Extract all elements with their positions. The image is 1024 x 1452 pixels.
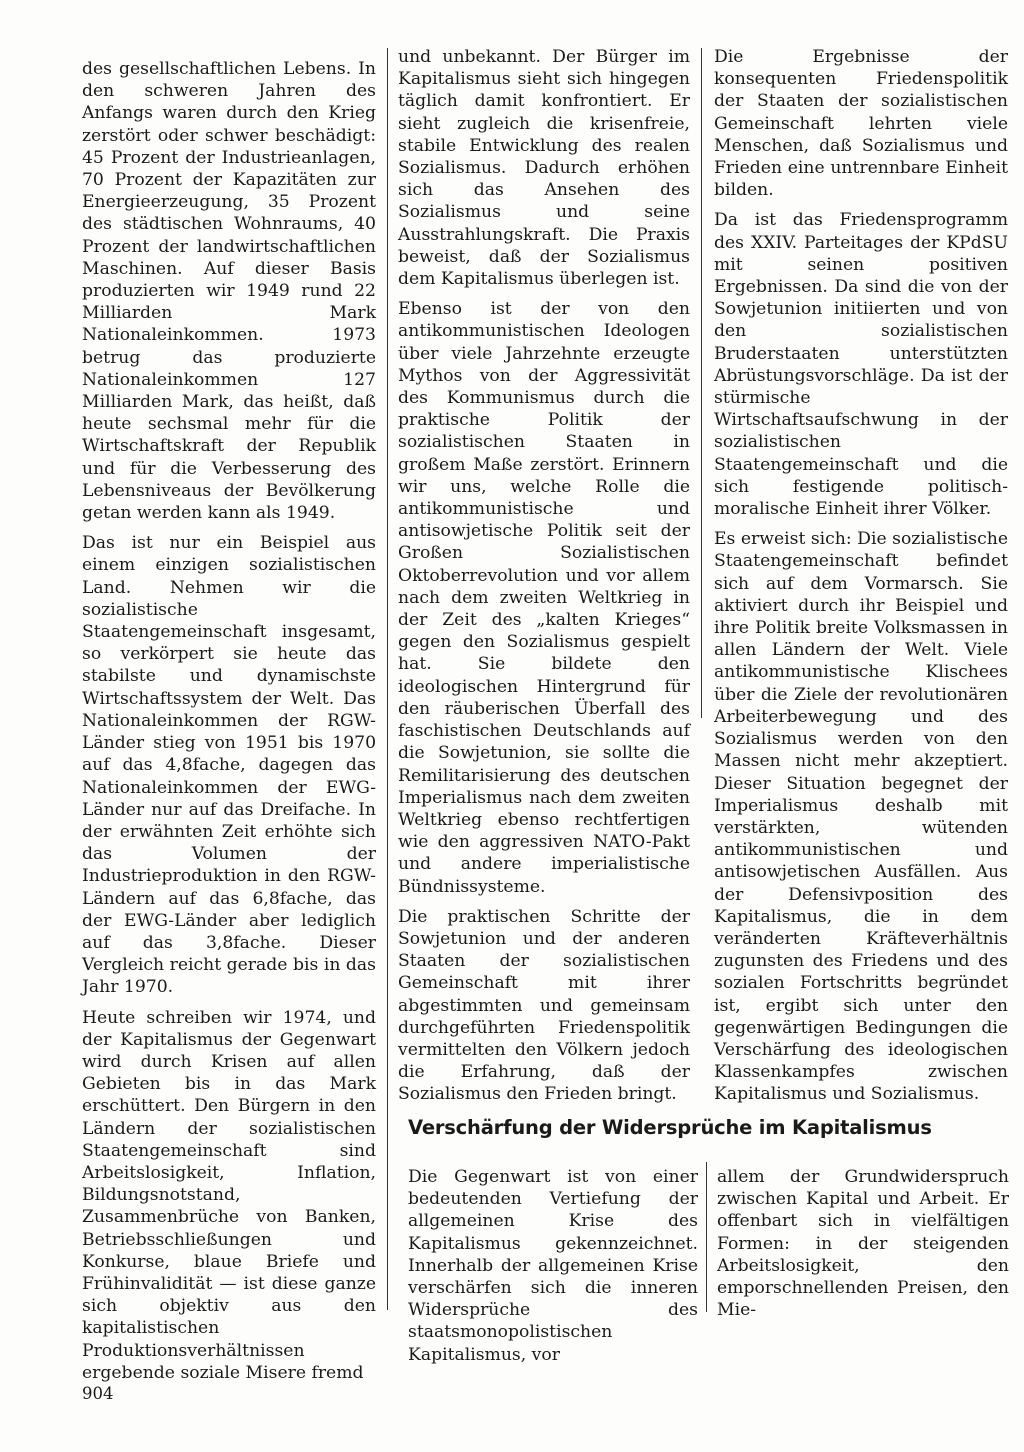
paragraph: Ebenso ist der von den antikommunistischen Ideologen über viele Jahrzehnte erzeugte Mythos von der Aggressivität des Kommunismus durch die praktische Politik der sozialistischen Staaten in großem Maße zerstört. Erinnern wir uns, welche Rolle die antikommunistische und antisowjetische Politik seit der Großen Sozialistischen Oktoberrevolution und vor allem nach dem zweiten Weltkrieg in der Zeit des „kalten Krieges“ gegen den Sozialismus gespielt hat. Sie bildete den ideologischen Hintergrund für den räuberischen Überfall des faschistischen Deutschlands auf die Sowjetunion, sie sollte die Remilitarisierung des deutschen Imperialismus nach dem zweiten Weltkrieg ebenso rechtfertigen wie den aggressiven NATO-Pakt und andere imperialistische Bündnissysteme.: [398, 299, 690, 897]
paragraph: Heute schreiben wir 1974, und der Kapitalismus der Gegenwart wird durch Krisen auf allen Gebieten bis in das Mark erschüttert. Den Bürgern in den Ländern der sozialistischen Staatengemeinschaft sind Arbeitslosigkeit, Inflation, Bildungsnotstand, Zusammenbrüche von Banken, Betriebsschließungen und Konkurse, blaue Briefe und Frühinvalidität — ist diese ganze sich objektiv aus den kapitalistischen Produktionsverhältnissen ergebende soziale Misere fremd: [82, 1007, 376, 1383]
section-column-left: [408, 1166, 698, 1374]
column-divider: [387, 48, 388, 1310]
paragraph: Das ist nur ein Beispiel aus einem einzigen sozialistischen Land. Nehmen wir die sozialistische Staatengemeinschaft insgesamt, so verkörpert sie heute das stabilste und dynamischste Wirtschaftssystem der Welt. Das Nationaleinkommen der RGW-Länder stieg von 1951 bis 1970 auf das 4,8fache, dagegen das Nationaleinkommen der EWG-Länder nur auf das Dreifache. In der erwähnten Zeit erhöhte sich das Volumen der Industrieproduktion in den RGW-Ländern auf das 6,8fache, das der EWG-Länder aber lediglich auf das 3,8fache. Dieser Vergleich reicht gerade bis in das Jahr 1970.: [82, 533, 376, 998]
column-divider: [706, 1162, 707, 1312]
paragraph: Die praktischen Schritte der Sowjetunion und der anderen Staaten der sozialistischen Gemeinschaft mit ihrer abgestimmten und gemeinsam durchgeführten Friedenspolitik vermittelten den Völkern jedoch die Erfahrung, daß der Sozialismus den Frieden bringt.: [398, 906, 690, 1105]
text-column-3: [714, 46, 1008, 1114]
column-divider: [701, 48, 702, 718]
paragraph: Die Ergebnisse der konsequenten Friedenspolitik der Staaten der sozialistischen Gemeinschaft lehrten viele Menschen, daß Sozialismus und Frieden eine untrennbare Einheit bilden.: [714, 47, 1008, 201]
page-number: 904: [82, 1384, 114, 1403]
section-column-right: [717, 1166, 1009, 1329]
paragraph: Die Gegenwart ist von einer bedeutenden Vertiefung der allgemeinen Krise des Kapitalismus gekennzeichnet. Innerhalb der allgemeinen Krise verschärfen sich die inneren Widersprüche des staatsmonopolistischen Kapitalismus, vor: [408, 1167, 698, 1365]
paragraph: Es erweist sich: Die sozialistische Staatengemeinschaft befindet sich auf dem Vormarsch. Sie aktiviert durch ihr Beispiel und ihre Politik breite Volksmassen in allen Ländern der Welt. Viele antikommunistische Klischees über die Ziele der revolutionären Arbeiterbewegung und des Sozialismus werden von den Massen nicht mehr akzeptiert. Dieser Situation begegnet der Imperialismus deshalb mit verstärkten, wütenden antikommunistischen und antisowjetischen Ausfällen. Aus der Defensivposition des Kapitalismus, die in dem veränderten Kräfteverhältnis zugunsten des Friedens und des sozialen Fortschritts begründet ist, ergibt sich unter den gegenwärtigen Bedingungen die Verschärfung des ideologischen Klassenkampfes zwischen Kapitalismus und Sozialismus.: [714, 529, 1008, 1105]
text-column-2: [398, 46, 690, 1114]
paragraph: und unbekannt. Der Bürger im Kapitalismus sieht sich hingegen täglich damit konfrontiert. Er sieht zugleich die krisenfreie, stabile Entwicklung des realen Sozialismus. Dadurch erhöhen sich das Ansehen des Sozialismus und seine Ausstrahlungskraft. Die Praxis beweist, daß der Sozialismus dem Kapitalismus überlegen ist.: [398, 47, 690, 290]
section-heading: Verschärfung der Widersprüche im Kapitalismus: [408, 1116, 932, 1139]
text-column-1: [82, 58, 376, 1392]
paragraph: des gesellschaftlichen Lebens. In den schweren Jahren des Anfangs waren durch den Krieg zerstört oder schwer beschädigt: 45 Prozent der Industrieanlagen, 70 Prozent der Kapazitäten zur Energieerzeugung, 35 Prozent des städtischen Wohnraums, 40 Prozent der landwirtschaftlichen Maschinen. Auf dieser Basis produzierten wir 1949 rund 22 Milliarden Mark Nationaleinkommen. 1973 betrug das produzierte Nationaleinkommen 127 Milliarden Mark, das heißt, daß heute sechsmal mehr für die Wirtschaftskraft der Republik und für die Verbesserung des Lebensniveaus der Bevölkerung getan werden kann als 1949.: [82, 59, 376, 524]
paragraph: Da ist das Friedensprogramm des XXIV. Parteitages der KPdSU mit seinen positiven Ergebnissen. Da sind die von der Sowjetunion initiierten und von den sozialistischen Bruderstaaten unterstützten Abrüstungsvorschläge. Da ist der stürmische Wirtschaftsaufschwung in der sozialistischen Staatengemeinschaft und die sich festigende politisch-moralische Einheit ihrer Völker.: [714, 210, 1008, 520]
paragraph: allem der Grundwiderspruch zwischen Kapital und Arbeit. Er offenbart sich in vielfältigen Formen: in der steigenden Arbeitslosigkeit, den emporschnellenden Preisen, den Mie-: [717, 1167, 1009, 1321]
